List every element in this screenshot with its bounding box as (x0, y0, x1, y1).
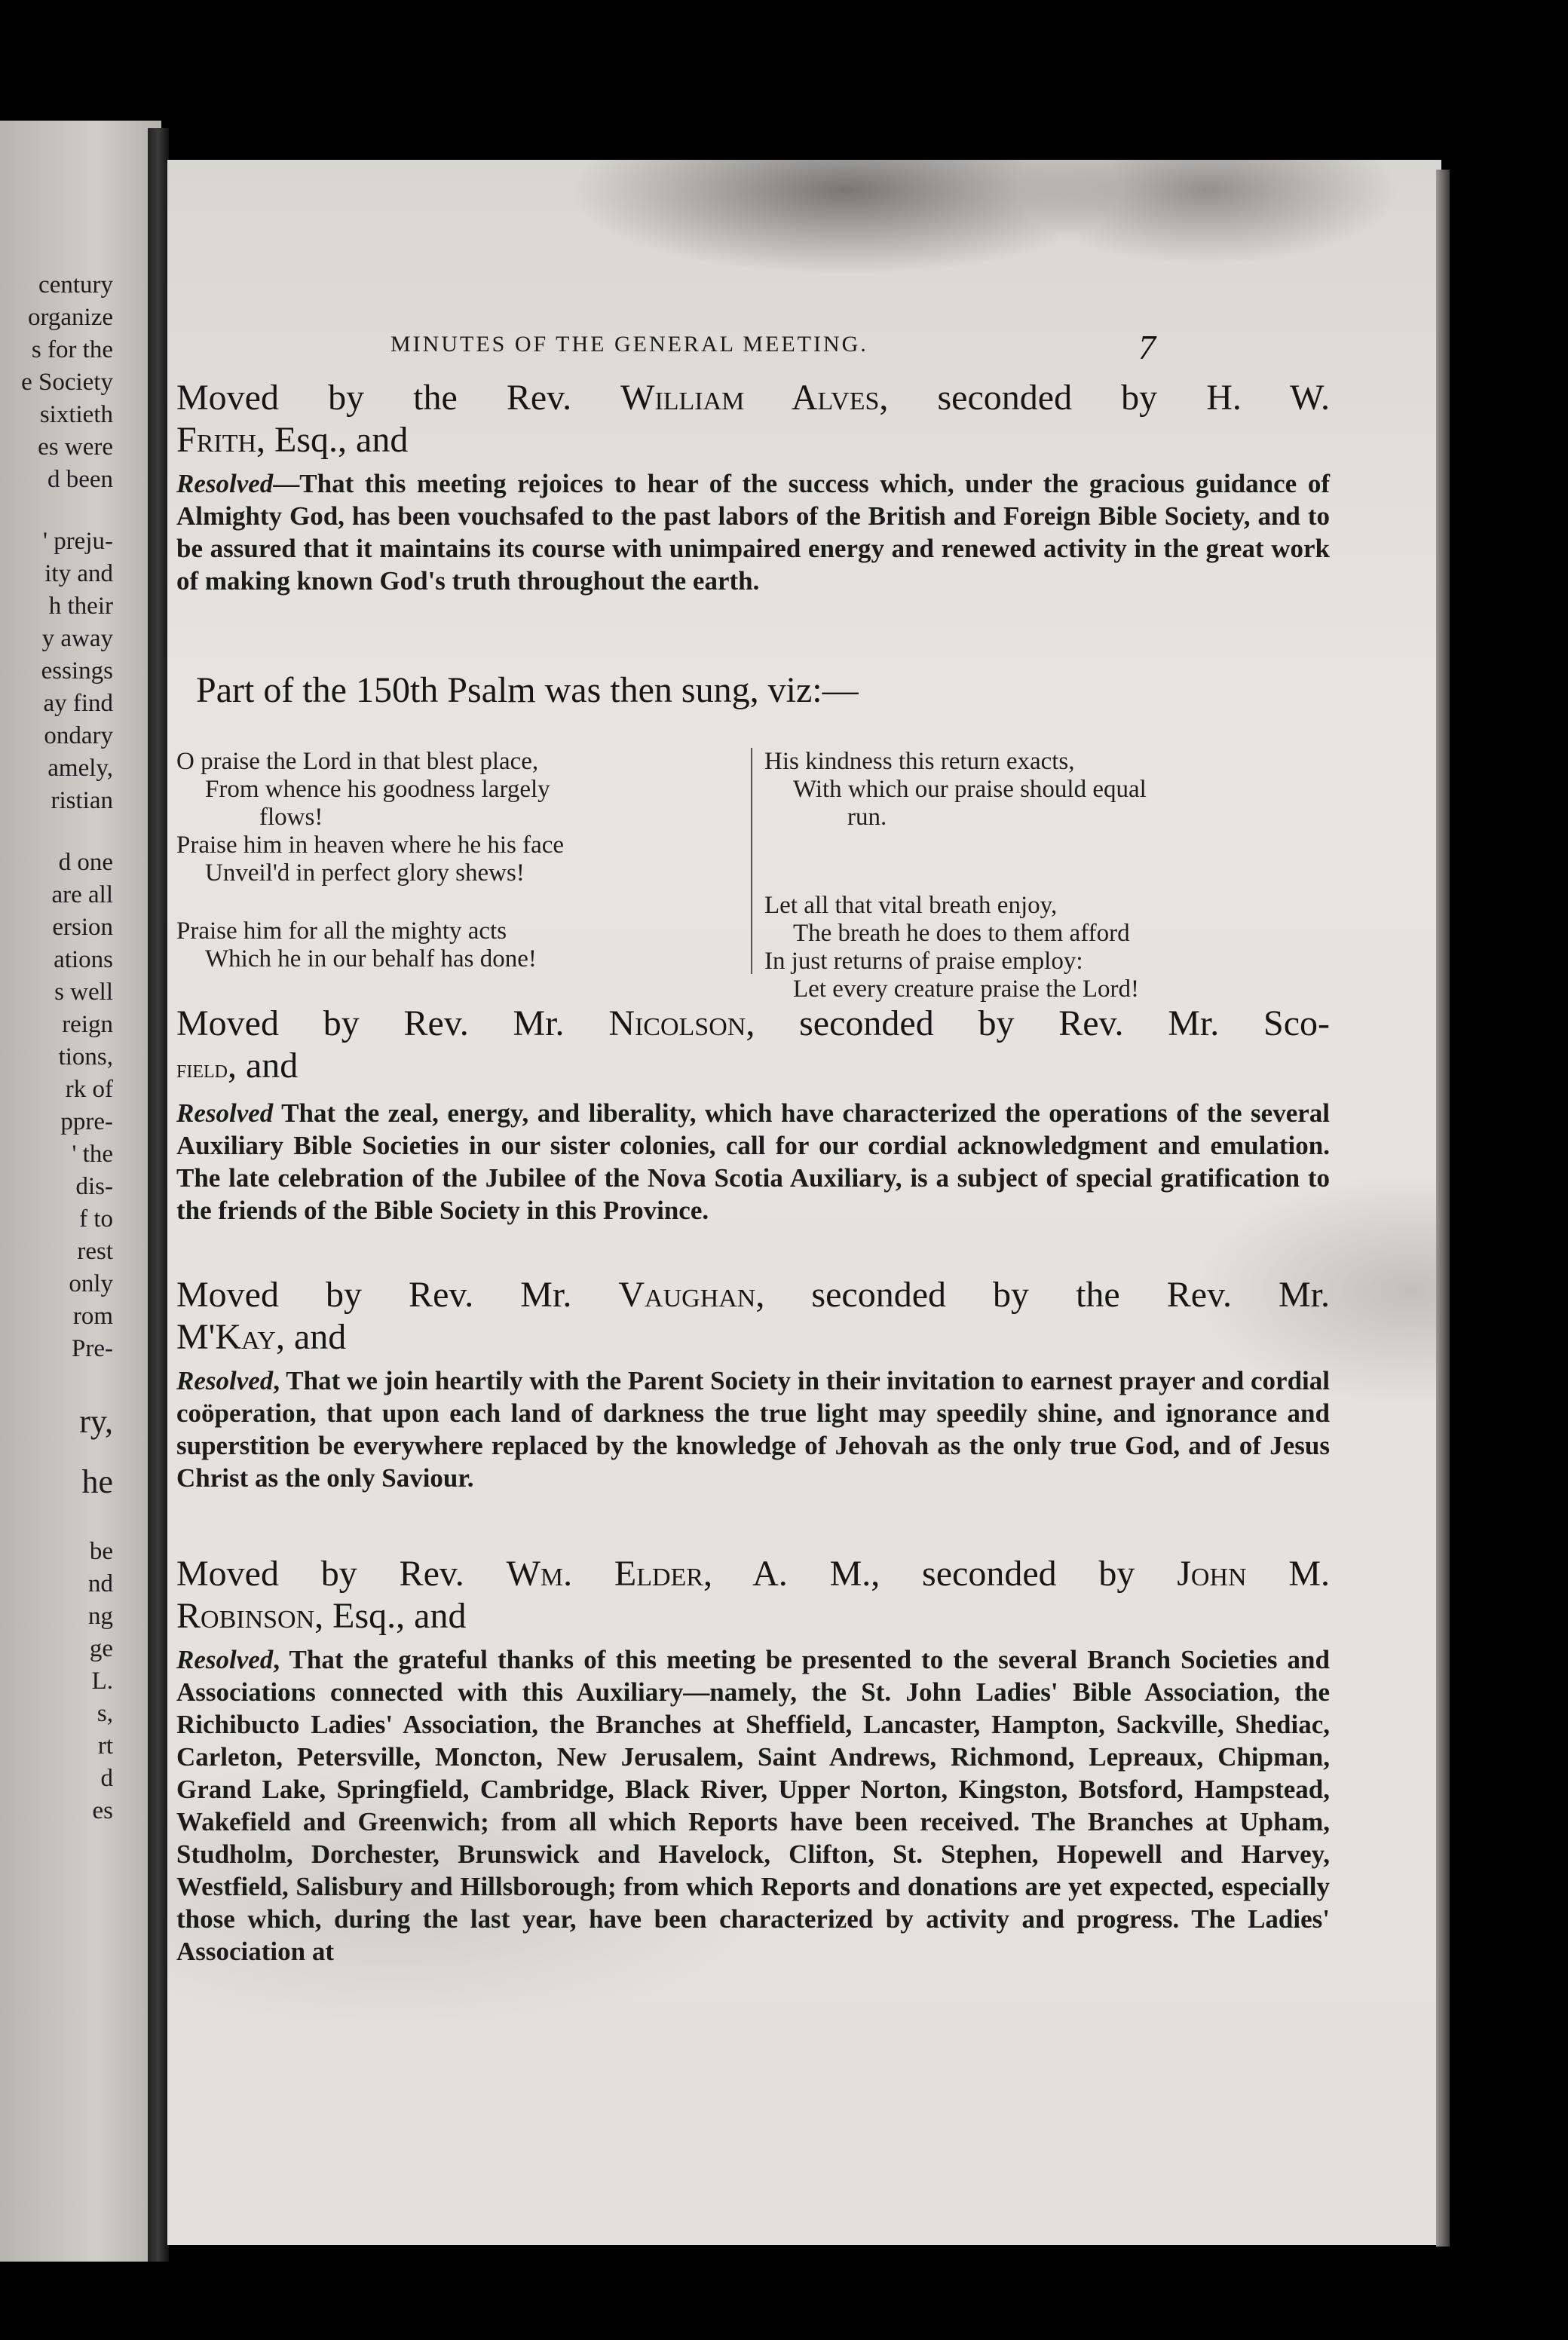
psalm-line (176, 887, 734, 917)
facing-page-line: es (92, 1797, 113, 1824)
motion-3-moved-line: Moved by Rev. Mr. Vaughan, seconded by the Rev. Mr. (176, 1275, 1331, 1315)
facing-page-line: ations (54, 946, 113, 973)
facing-page-line: d (100, 1765, 113, 1792)
facing-page-line: y away (41, 625, 113, 652)
psalm-line: O praise the Lord in that blest place, (176, 748, 539, 775)
facing-page-line: ondary (44, 722, 113, 749)
facing-page-line: s for the (31, 336, 113, 363)
facing-page-line: be (89, 1538, 113, 1565)
psalm-line: Unveil'd in perfect glory shews! (205, 859, 525, 887)
facing-page-line: d one (58, 849, 113, 876)
facing-page-line: e Society (21, 369, 113, 396)
motion-2-moved-line: Moved by Rev. Mr. Nicolson, seconded by Rev. Mr. Sco- (176, 1003, 1331, 1043)
motion-1-moved-line: Moved by the Rev. William Alves, seconded by H. W. (176, 378, 1330, 418)
facing-page-line: reign (62, 1011, 113, 1038)
psalm-line (764, 862, 1322, 892)
psalm-line: Praise him in heaven where he his face (176, 832, 565, 859)
facing-page-line: rt (97, 1732, 113, 1760)
psalm-line: His kindness this return exacts, (764, 748, 1075, 775)
psalm-line: With which our praise should equal (793, 776, 1147, 803)
book-gutter (148, 128, 169, 2262)
facing-page-line: ity and (44, 560, 113, 587)
motion-2-resolution: Resolved That the zeal, energy, and liberality, which have characterized the operations of the several Auxiliary Bible Societies in our sister colonies, call for our cordial acknowledgment and emulation. The late celebration of the Jubilee of the Nova Scotia Auxiliary, is a subject of special gratification to the friends of the Bible Society in this Province. (176, 1098, 1330, 1225)
psalm-line: The breath he does to them afford (793, 920, 1130, 947)
psalm-line: flows! (259, 804, 323, 831)
motion-3-moved-line-2: M'Kay, and (176, 1317, 347, 1357)
facing-page-line: Pre- (72, 1335, 113, 1362)
facing-page-line: only (69, 1270, 113, 1297)
motion-1 (176, 377, 1330, 597)
motion-2-moved-line-2: field, and (176, 1046, 299, 1086)
facing-page-line: ay find (43, 690, 113, 717)
mover-name: Wm. Elder (506, 1554, 703, 1594)
motion-2 (176, 1003, 1330, 1227)
mover-name: Nicolson (608, 1003, 746, 1043)
facing-page-line: L. (91, 1668, 113, 1695)
seconder-name: Robinson (176, 1596, 315, 1636)
psalm-line (764, 832, 1322, 862)
facing-page-line: ' preju- (43, 528, 113, 555)
psalm-intro: Part of the 150th Psalm was then sung, viz:— (196, 670, 859, 710)
psalm-line: Let all that vital breath enjoy, (764, 892, 1058, 919)
psalm-column-left (176, 748, 734, 973)
motion-1-resolution: Resolved—That this meeting rejoices to hear of the success which, under the gracious guidance of Almighty God, has been vouchsafed to the past labors of the British and Foreign Bible Society, and to be assured that it maintains its course with unimpaired energy and renewed activity in the great work of making known God's truth throughout the earth. (176, 469, 1330, 596)
psalm-column-right (764, 748, 1322, 1003)
motion-3 (176, 1274, 1330, 1494)
seconder-name: Frith (176, 420, 257, 460)
facing-page-line: tions, (58, 1043, 113, 1070)
facing-page-fragment (0, 121, 161, 2262)
facing-page-line: are all (51, 881, 113, 908)
motion-4-moved-line-2: Robinson, Esq., and (176, 1596, 467, 1636)
psalm-line: Which he in our behalf has done! (205, 945, 537, 972)
facing-page-line: ppre- (60, 1108, 113, 1135)
mover-name: Vaughan (618, 1275, 756, 1315)
book-page (167, 160, 1441, 2245)
motion-1-moved-line-2: Frith, Esq., and (176, 420, 409, 460)
facing-page-line: dis- (75, 1173, 113, 1200)
column-rule (751, 748, 752, 974)
facing-page-line: h their (48, 593, 113, 620)
psalm-line: From whence his goodness largely (205, 776, 550, 803)
facing-page-line: amely, (47, 755, 113, 782)
facing-page-line: rk of (65, 1076, 113, 1103)
motion-4 (176, 1553, 1330, 1968)
motion-3-resolution: Resolved, That we join heartily with the Parent Society in their invitation to earnest prayer and cordial coöperation, that upon each land of darkness the true light may speedily shine, and ignorance and superstition be everywhere replaced by the knowledge of Jehovah as the only true God, and of Jesus Christ as the only Saviour. (176, 1366, 1330, 1493)
facing-page-line: d been (47, 466, 113, 493)
facing-page-line: ry, (79, 1403, 113, 1440)
facing-page-line: essings (41, 657, 113, 685)
psalm-line: In just returns of praise employ: (764, 948, 1083, 975)
page-number: 7 (1138, 328, 1156, 366)
seconder-name: field (176, 1055, 228, 1083)
facing-page-line: sixtieth (39, 401, 113, 428)
psalm-line: Let every creature praise the Lord! (793, 976, 1139, 1003)
facing-page-line: rom (72, 1303, 113, 1330)
facing-page-line: s, (96, 1700, 113, 1727)
psalm-line: Praise him for all the mighty acts (176, 917, 507, 945)
facing-page-line: ristian (51, 787, 113, 814)
facing-page-line: rest (77, 1238, 113, 1265)
mover-name: William Alves (620, 378, 880, 418)
facing-page-line: he (81, 1463, 113, 1500)
facing-page-line: f to (79, 1205, 113, 1233)
psalm-line: run. (847, 804, 887, 831)
facing-page-line: nd (88, 1570, 113, 1597)
facing-page-line: ge (89, 1635, 113, 1662)
psalm-verses (176, 748, 1330, 1003)
running-head: MINUTES OF THE GENERAL MEETING. (390, 332, 868, 357)
facing-page-line: ersion (52, 914, 113, 941)
facing-page-line: es were (38, 433, 113, 461)
motion-4-moved-line: Moved by Rev. Wm. Elder, A. M., seconded by John M. (176, 1554, 1331, 1594)
facing-page-line: s well (54, 979, 113, 1006)
facing-page-line: ' the (72, 1141, 113, 1168)
page-edge-shadow (1436, 170, 1450, 2247)
motion-4-resolution: Resolved, That the grateful thanks of this meeting be presented to the several Branch Societies and Associations connected with this Auxiliary—namely, the St. John Ladies' Bible Association, the Richibucto Ladies' Association, the Branches at Sheffield, Lancaster, Hampton, Sackville, Shediac, Carleton, Petersville, Moncton, New Jerusalem, Saint Andrews, Richmond, Lepreaux, Chipman, Grand Lake, Springfield, Cambridge, Black River, Upper Norton, Kingston, Botsford, Hampstead, Wakefield and Greenwich; from all which Reports have been received. The Branches at Upham, Studholm, Dorchester, Brunswick and Havelock, Clifton, St. Stephen, Hopewell and Harvey, Westfield, Salisbury and Hillsborough; from which Reports and donations are yet expected, especially those which, during the last year, have been characterized by activity and progress. The Ladies' Association at (176, 1645, 1330, 1966)
facing-page-line: ng (88, 1603, 113, 1630)
facing-page-line: century (38, 271, 113, 299)
seconder-name: M'Kay (176, 1317, 276, 1357)
facing-page-line: organize (27, 304, 113, 331)
